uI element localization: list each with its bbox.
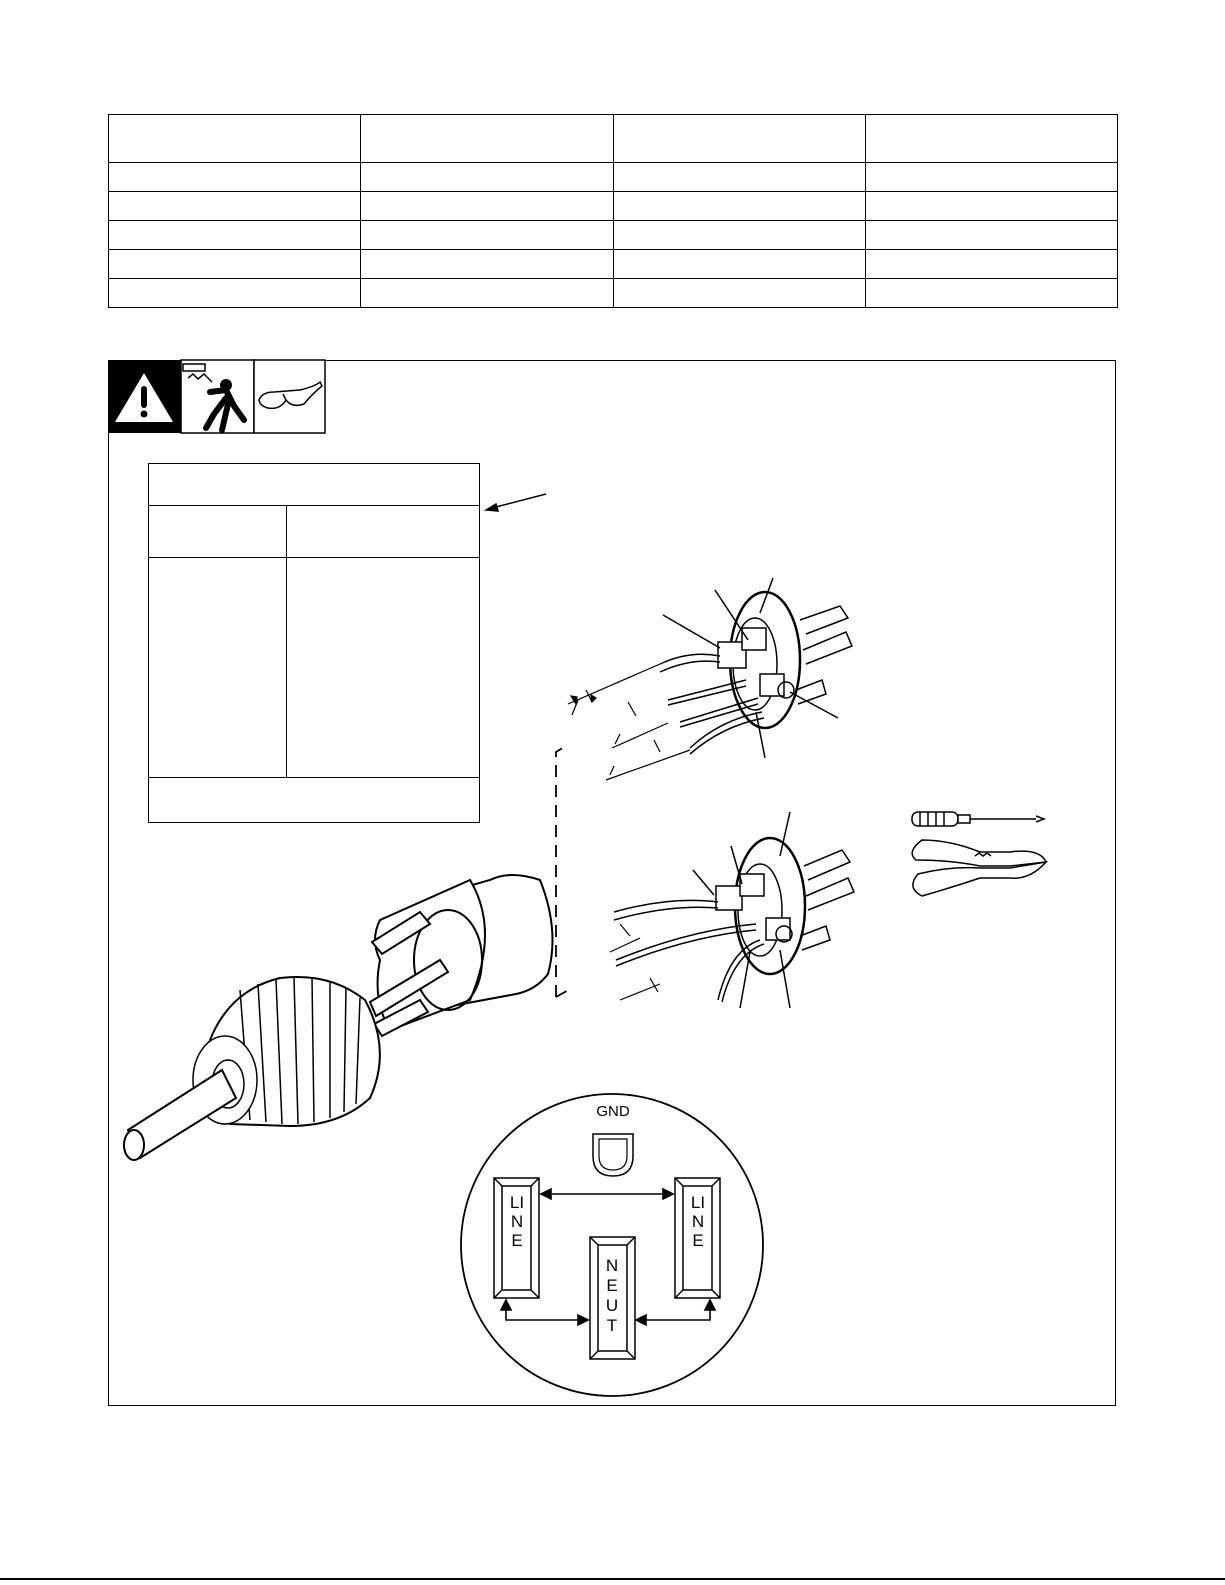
plug-insert-lower bbox=[614, 838, 854, 1002]
neutral-label: NEUT bbox=[605, 1256, 619, 1335]
ground-label: GND bbox=[596, 1103, 630, 1120]
line-right-label: LINE bbox=[690, 1193, 706, 1250]
receptacle-face bbox=[461, 1094, 763, 1396]
page-footer-rule bbox=[0, 1578, 1225, 1580]
table-leader-arrow bbox=[486, 494, 546, 511]
plug-housing bbox=[370, 875, 553, 1036]
plug-insert-upper bbox=[660, 592, 852, 754]
line-left-label: LINE bbox=[509, 1193, 525, 1250]
dashed-connector-line bbox=[556, 988, 572, 997]
electric-shock-icon bbox=[181, 360, 254, 433]
strip-dimension-upper bbox=[568, 664, 690, 780]
crimping-pliers-icon bbox=[912, 840, 1046, 896]
warning-icon bbox=[108, 360, 181, 433]
dashed-connector-line bbox=[556, 746, 566, 997]
screwdriver-icon bbox=[912, 812, 1044, 826]
safety-glasses-icon bbox=[254, 360, 325, 433]
strip-dimension-lower bbox=[610, 924, 660, 1000]
